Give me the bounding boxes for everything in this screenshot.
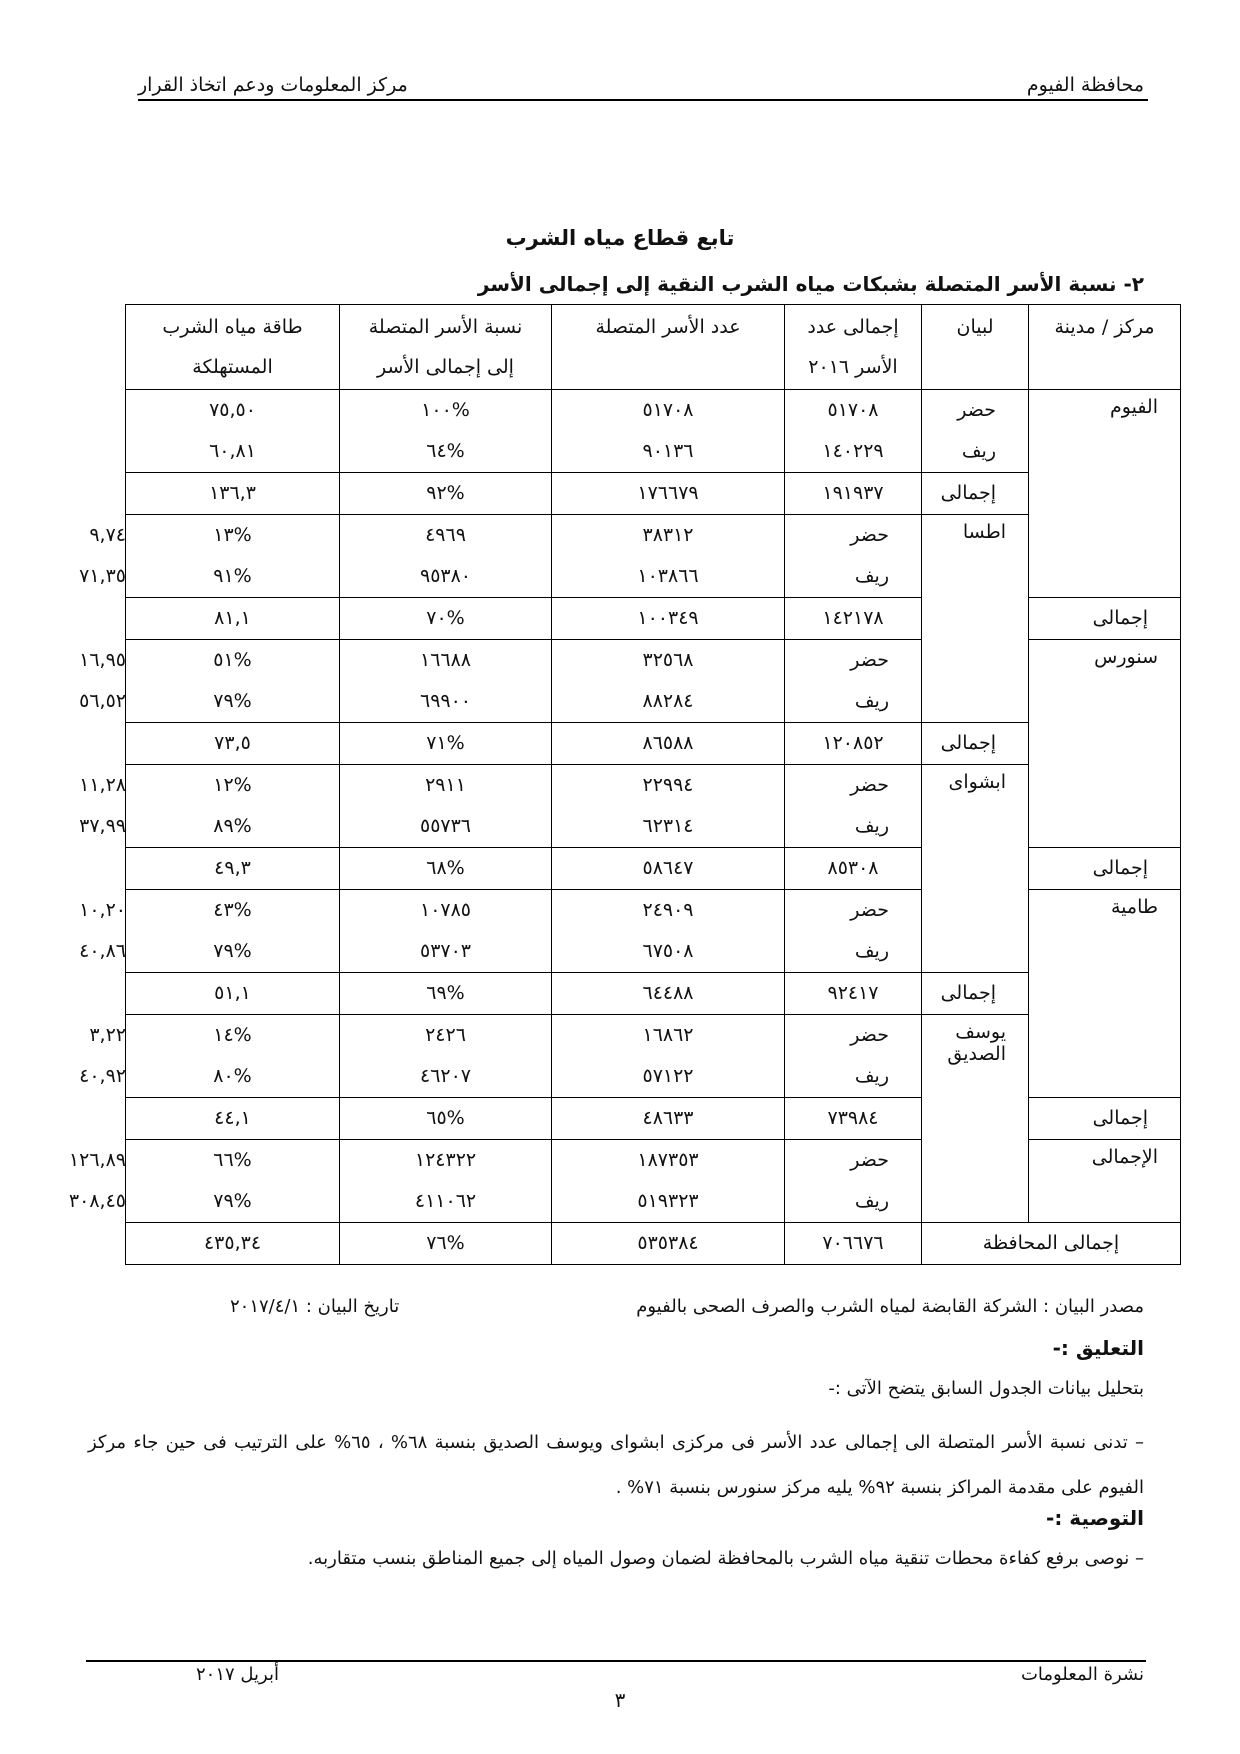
total-capacity: ٥١,١ bbox=[126, 973, 340, 1015]
row-type-rural: ريف bbox=[854, 815, 889, 837]
row-type-urban: حضر bbox=[850, 899, 889, 921]
center-name: يوسف الصديق bbox=[922, 1015, 1029, 1223]
grand-type-group bbox=[785, 1140, 922, 1223]
recommendation-body: – نوصى برفع كفاءة محطات تنقية مياه الشرب بالمحافظة لضمان وصول المياه إلى جميع المناطق بنسب متقاربه. bbox=[307, 1548, 1144, 1569]
value-pair-total bbox=[552, 890, 785, 973]
value-pair-total bbox=[785, 390, 922, 473]
table-row-total bbox=[126, 973, 1181, 1015]
grand-pair-connected bbox=[340, 1140, 552, 1223]
row-type-urban: حضر bbox=[850, 1024, 889, 1046]
grand-pair-ratio bbox=[126, 1140, 340, 1223]
rural-connected: ٩٥٣٨٠ bbox=[419, 565, 472, 587]
value-pair-ratio bbox=[340, 390, 552, 473]
total-connected: ٨٦٥٨٨ bbox=[552, 723, 785, 765]
rural-capacity: ٦٠,٨١ bbox=[209, 440, 256, 462]
value-pair-connected bbox=[340, 640, 552, 723]
comment-body: – تدنى نسبة الأسر المتصلة الى إجمالى عدد الأسر فى مركزى ابشواى ويوسف الصديق بنسبة ٦٨% ، ٦٥% على الترتيب فى حين جاء مركز الفيوم على مقدمة المراكز بنسبة ٩٢% يليه مركز سنورس بنسبة ٧١% . bbox=[88, 1432, 1144, 1498]
grand-urban-type: حضر bbox=[850, 1149, 889, 1171]
total-total: ١٤٢١٧٨ bbox=[785, 598, 922, 640]
row-type-rural: ريف bbox=[854, 565, 889, 587]
table-row: طامية حضر ريف ٢٤٩٠٩ ٦٧٥٠٨ ١٠٧٨٥ ٥٣٧٠٣ %٤٣ %٧٩ ١٠,٢٠ ٤٠,٨٦ bbox=[126, 890, 1181, 973]
header-governorate: محافظة الفيوم bbox=[1026, 74, 1144, 96]
rural-total: ١٠٣٨٦٦ bbox=[637, 565, 699, 587]
rural-ratio: %٨٩ bbox=[213, 815, 252, 837]
value-pair-total bbox=[552, 515, 785, 598]
urban-total: ٢٤٩٠٩ bbox=[642, 899, 694, 921]
header-total-households: إجمالى عدد الأسر ٢٠١٦ bbox=[785, 305, 922, 390]
urban-capacity: ٧٥,٥٠ bbox=[209, 399, 256, 421]
rural-connected: ٤٦٢٠٧ bbox=[419, 1065, 472, 1087]
row-type-total: إجمالى bbox=[1029, 1098, 1181, 1140]
total-ratio: %٧٠ bbox=[340, 598, 552, 640]
footer-date: أبريل ٢٠١٧ bbox=[196, 1664, 279, 1685]
rural-ratio: %٩١ bbox=[213, 565, 252, 587]
value-pair-ratio bbox=[126, 890, 340, 973]
row-type-rural: ريف bbox=[854, 690, 889, 712]
center-name: سنورس bbox=[1029, 640, 1181, 848]
table-row: ابشواى حضر ريف ٢٢٩٩٤ ٦٢٣١٤ ٢٩١١ ٥٥٧٣٦ %١٢ %٨٩ ١١,٢٨ ٣٧,٩٩ bbox=[126, 765, 1181, 848]
footer-publication: نشرة المعلومات bbox=[1020, 1664, 1144, 1685]
governorate-total-label: إجمالى المحافظة bbox=[922, 1223, 1181, 1265]
value-pair-connected bbox=[340, 765, 552, 848]
center-name: اطسا bbox=[922, 515, 1029, 723]
total-connected: ٤٨٦٣٣ bbox=[552, 1098, 785, 1140]
footer-divider bbox=[86, 1660, 1146, 1662]
comment-intro: بتحليل بيانات الجدول السابق يتضح الآتى :- bbox=[828, 1378, 1144, 1399]
rural-total: ٨٨٢٨٤ bbox=[642, 690, 694, 712]
total-total: ١٢٠٨٥٢ bbox=[785, 723, 922, 765]
rural-total: ٦٧٥٠٨ bbox=[642, 940, 694, 962]
rural-ratio: %٦٤ bbox=[426, 440, 465, 462]
row-type-group bbox=[785, 765, 922, 848]
rural-connected: ٩٠١٣٦ bbox=[642, 440, 694, 462]
table-row-grand: الإجمالى حضر ريف ١٨٧٣٥٣ ٥١٩٣٢٣ ١٢٤٣٢٢ ٤١١٠٦٢ %٦٦ %٧٩ ١٢٦,٨٩ ٣٠٨,٤٥ bbox=[126, 1140, 1181, 1223]
value-pair-ratio bbox=[126, 765, 340, 848]
rural-connected: ٥٥٧٣٦ bbox=[419, 815, 472, 837]
total-total: ١٩١٩٣٧ bbox=[785, 473, 922, 515]
total-total: ٧٣٩٨٤ bbox=[785, 1098, 922, 1140]
total-connected: ١٠٠٣٤٩ bbox=[552, 598, 785, 640]
table-subtitle: ٢- نسبة الأسر المتصلة بشبكات مياه الشرب النقية إلى إجمالى الأسر bbox=[477, 272, 1144, 296]
rural-ratio: %٨٠ bbox=[213, 1065, 252, 1087]
total-total: ٨٥٣٠٨ bbox=[785, 848, 922, 890]
grand-name: الإجمالى bbox=[1029, 1140, 1181, 1223]
total-capacity: ٧٣,٥ bbox=[126, 723, 340, 765]
value-pair-ratio bbox=[126, 640, 340, 723]
recommendation-heading: التوصية :- bbox=[1046, 1506, 1144, 1530]
governorate-total-total: ٧٠٦٦٧٦ bbox=[785, 1223, 922, 1265]
urban-ratio: %٥١ bbox=[213, 649, 252, 671]
value-pair-connected bbox=[340, 1015, 552, 1098]
urban-ratio: %١٣ bbox=[213, 524, 252, 546]
urban-connected: ١٦٦٨٨ bbox=[419, 649, 472, 671]
grand-urban-connected: ١٢٤٣٢٢ bbox=[414, 1149, 477, 1171]
row-type-group bbox=[922, 390, 1029, 473]
value-pair-ratio bbox=[126, 515, 340, 598]
page-number: ٣ bbox=[614, 1688, 626, 1712]
grand-rural-connected: ٤١١٠٦٢ bbox=[414, 1190, 477, 1212]
row-type-rural: ريف bbox=[854, 1065, 889, 1087]
urban-total: ٣٨٣١٢ bbox=[642, 524, 694, 546]
governorate-total-connected: ٥٣٥٣٨٤ bbox=[552, 1223, 785, 1265]
total-connected: ٦٤٤٨٨ bbox=[552, 973, 785, 1015]
value-pair-connected bbox=[552, 390, 785, 473]
total-ratio: %٦٩ bbox=[340, 973, 552, 1015]
urban-ratio: %١٠٠ bbox=[421, 399, 470, 421]
total-capacity: ٤٤,١ bbox=[126, 1098, 340, 1140]
header-ratio: نسبة الأسر المتصلة إلى إجمالى الأسر bbox=[340, 305, 552, 390]
urban-connected: ٥١٧٠٨ bbox=[642, 399, 694, 421]
header-statement: لبيان bbox=[922, 305, 1029, 390]
header-capacity: طاقة مياه الشرب المستهلكة bbox=[126, 305, 340, 390]
header-divider bbox=[138, 99, 1148, 101]
total-connected: ٥٨٦٤٧ bbox=[552, 848, 785, 890]
table-row bbox=[126, 390, 1181, 473]
row-type-urban: حضر bbox=[850, 524, 889, 546]
table-row-total bbox=[126, 723, 1181, 765]
row-type-total: إجمالى bbox=[1029, 848, 1181, 890]
row-type-total: إجمالى bbox=[922, 973, 1029, 1015]
total-ratio: %٧١ bbox=[340, 723, 552, 765]
header-connected: عدد الأسر المتصلة bbox=[552, 305, 785, 390]
value-pair-connected bbox=[340, 890, 552, 973]
row-type-group bbox=[785, 1015, 922, 1098]
total-capacity: ٨١,١ bbox=[126, 598, 340, 640]
rural-connected: ٥٣٧٠٣ bbox=[419, 940, 472, 962]
row-type-urban: حضر bbox=[850, 649, 889, 671]
table-row: سنورس حضر ريف ٣٢٥٦٨ ٨٨٢٨٤ ١٦٦٨٨ ٦٩٩٠٠ %٥١ %٧٩ ١٦,٩٥ ٥٦,٥٢ bbox=[126, 640, 1181, 723]
rural-total: ١٤٠٢٢٩ bbox=[822, 440, 884, 462]
table-row: يوسف الصديق حضر ريف ١٦٨٦٢ ٥٧١٢٢ ٢٤٢٦ ٤٦٢٠٧ %١٤ %٨٠ ٣,٢٢ ٤٠,٩٢ bbox=[126, 1015, 1181, 1098]
grand-rural-type: ريف bbox=[854, 1190, 889, 1212]
urban-total: ٢٢٩٩٤ bbox=[642, 774, 694, 796]
total-total: ٩٢٤١٧ bbox=[785, 973, 922, 1015]
row-type-group bbox=[785, 890, 922, 973]
row-type-group bbox=[785, 515, 922, 598]
rural-ratio: %٧٩ bbox=[213, 940, 252, 962]
total-connected: ١٧٦٦٧٩ bbox=[552, 473, 785, 515]
value-pair-total bbox=[552, 765, 785, 848]
value-pair-total bbox=[552, 640, 785, 723]
urban-connected: ٤٩٦٩ bbox=[425, 524, 466, 546]
value-pair-capacity bbox=[126, 390, 340, 473]
row-type-urban: حضر bbox=[850, 774, 889, 796]
value-pair-ratio bbox=[126, 1015, 340, 1098]
rural-connected: ٦٩٩٠٠ bbox=[419, 690, 472, 712]
row-type-group bbox=[785, 640, 922, 723]
grand-pair-total bbox=[552, 1140, 785, 1223]
value-pair-total bbox=[552, 1015, 785, 1098]
header-center-name: مركز المعلومات ودعم اتخاذ القرار bbox=[138, 74, 408, 96]
grand-rural-total: ٥١٩٣٢٣ bbox=[637, 1190, 699, 1212]
urban-total: ١٦٨٦٢ bbox=[642, 1024, 694, 1046]
total-capacity: ٤٩,٣ bbox=[126, 848, 340, 890]
grand-rural-ratio: %٧٩ bbox=[213, 1190, 252, 1212]
table-row: اطسا حضر ريف ٣٨٣١٢ ١٠٣٨٦٦ ٤٩٦٩ ٩٥٣٨٠ %١٣ %٩١ ٩,٧٤ ٧١,٣٥ bbox=[126, 515, 1181, 598]
rural-total: ٥٧١٢٢ bbox=[642, 1065, 694, 1087]
grand-urban-ratio: %٦٦ bbox=[213, 1149, 252, 1171]
governorate-total-capacity: ٤٣٥,٣٤ bbox=[126, 1223, 340, 1265]
table-row-total bbox=[126, 473, 1181, 515]
water-connection-table bbox=[68, 304, 1181, 1265]
row-type-total: إجمالى bbox=[1029, 598, 1181, 640]
table-row-governorate-total bbox=[126, 1223, 1181, 1265]
governorate-total-ratio: %٧٦ bbox=[340, 1223, 552, 1265]
urban-ratio: %١٤ bbox=[213, 1024, 252, 1046]
center-name: الفيوم bbox=[1029, 390, 1181, 598]
urban-ratio: %٤٣ bbox=[213, 899, 252, 921]
rural-total: ٦٢٣١٤ bbox=[642, 815, 694, 837]
row-type-rural: ريف bbox=[961, 440, 996, 462]
total-ratio: %٩٢ bbox=[340, 473, 552, 515]
center-name: طامية bbox=[1029, 890, 1181, 1098]
urban-connected: ١٠٧٨٥ bbox=[419, 899, 472, 921]
total-capacity: ١٣٦,٣ bbox=[126, 473, 340, 515]
row-type-rural: ريف bbox=[854, 940, 889, 962]
row-type-urban: حضر bbox=[957, 399, 996, 421]
data-source: مصدر البيان : الشركة القابضة لمياه الشرب والصرف الصحى بالفيوم bbox=[636, 1296, 1144, 1317]
section-title: تابع قطاع مياه الشرب bbox=[505, 226, 735, 250]
value-pair-connected bbox=[340, 515, 552, 598]
urban-ratio: %١٢ bbox=[213, 774, 252, 796]
row-type-total: إجمالى bbox=[922, 723, 1029, 765]
urban-connected: ٢٩١١ bbox=[425, 774, 466, 796]
center-name: ابشواى bbox=[922, 765, 1029, 973]
data-date: تاريخ البيان : ٢٠١٧/٤/١ bbox=[230, 1296, 400, 1317]
urban-total: ٣٢٥٦٨ bbox=[642, 649, 694, 671]
total-ratio: %٦٥ bbox=[340, 1098, 552, 1140]
header-center: مركز / مدينة bbox=[1029, 305, 1181, 390]
total-ratio: %٦٨ bbox=[340, 848, 552, 890]
comment-heading: التعليق :- bbox=[1052, 1336, 1144, 1360]
grand-urban-total: ١٨٧٣٥٣ bbox=[637, 1149, 699, 1171]
urban-total: ٥١٧٠٨ bbox=[827, 399, 879, 421]
row-type-total: إجمالى bbox=[922, 473, 1029, 515]
urban-connected: ٢٤٢٦ bbox=[425, 1024, 466, 1046]
rural-ratio: %٧٩ bbox=[213, 690, 252, 712]
